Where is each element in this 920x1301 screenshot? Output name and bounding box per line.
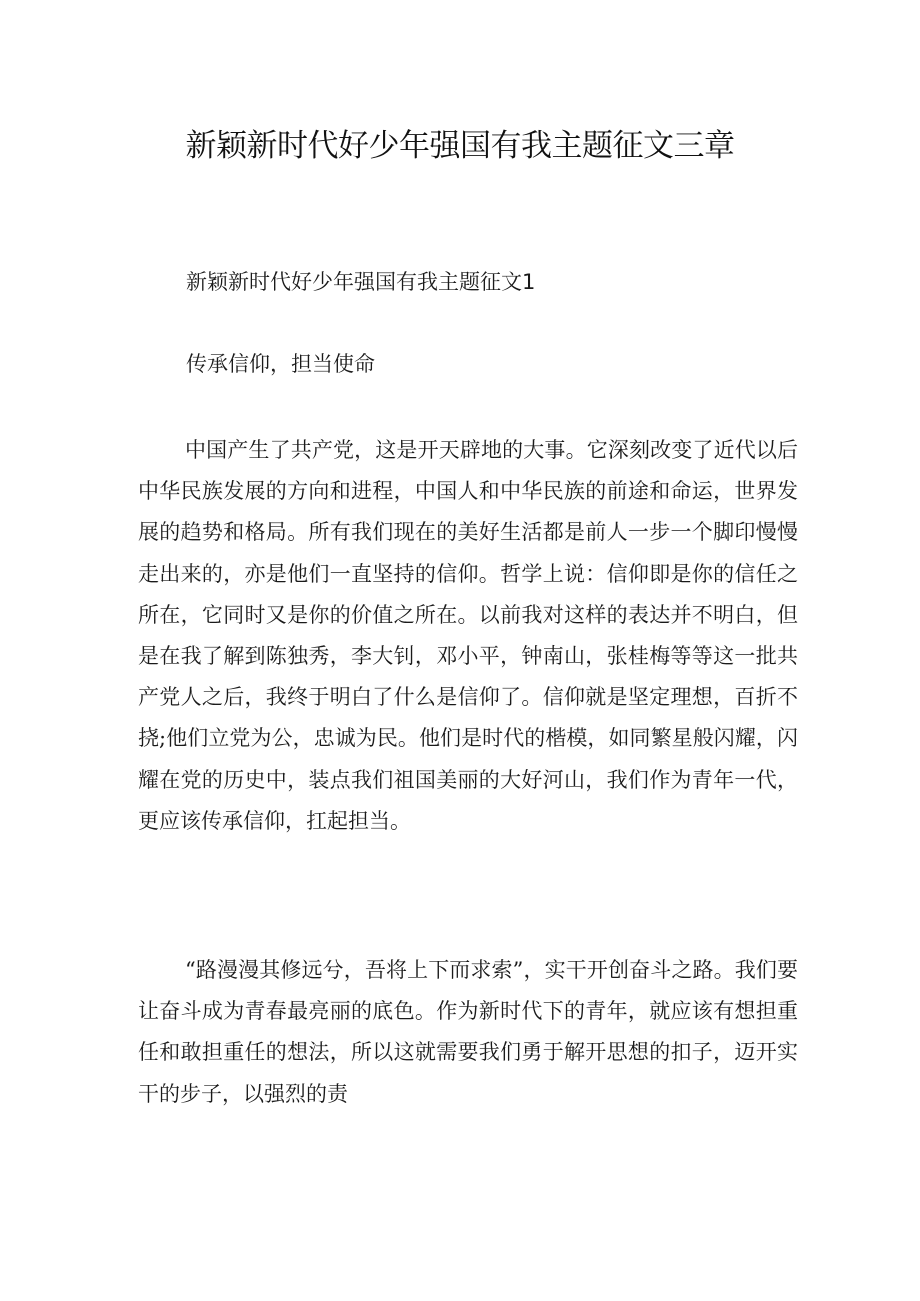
essay-heading: 传承信仰，担当使命	[186, 352, 375, 376]
body-paragraph-2: “路漫漫其修远兮，吾将上下而求索”，实干开创奋斗之路。我们要让奋斗成为青春最亮丽的底色。作为新时代下的青年，就应该有想担重任和敢担重任的想法，所以这就需要我们勇于解开思想的扣子，迈开实干的步子，以强烈的责	[138, 958, 798, 1106]
body-paragraph-1: 中国产生了共产党，这是开天辟地的大事。它深刻改变了近代以后中华民族发展的方向和进程，中国人和中华民族的前途和命运，世界发展的趋势和格局。所有我们现在的美好生活都是前人一步一个脚印慢慢走出来的，亦是他们一直坚持的信仰。哲学上说：信仰即是你的信任之所在，它同时又是你的价值之所在。以前我对这样的表达并不明白，但是在我了解到陈独秀，李大钊，邓小平，钟南山，张桂梅等等这一批共产党人之后，我终于明白了什么是信仰了。信仰就是坚定理想，百折不挠;他们立党为公，忠诚为民。他们是时代的楷模，如同繁星般闪耀，闪耀在党的历史中，装点我们祖国美丽的大好河山，我们作为青年一代，更应该传承信仰，扛起担当。	[138, 438, 798, 833]
document-title: 新颖新时代好少年强国有我主题征文三章	[185, 128, 735, 164]
essay-subtitle: 新颖新时代好少年强国有我主题征文1	[186, 270, 536, 294]
